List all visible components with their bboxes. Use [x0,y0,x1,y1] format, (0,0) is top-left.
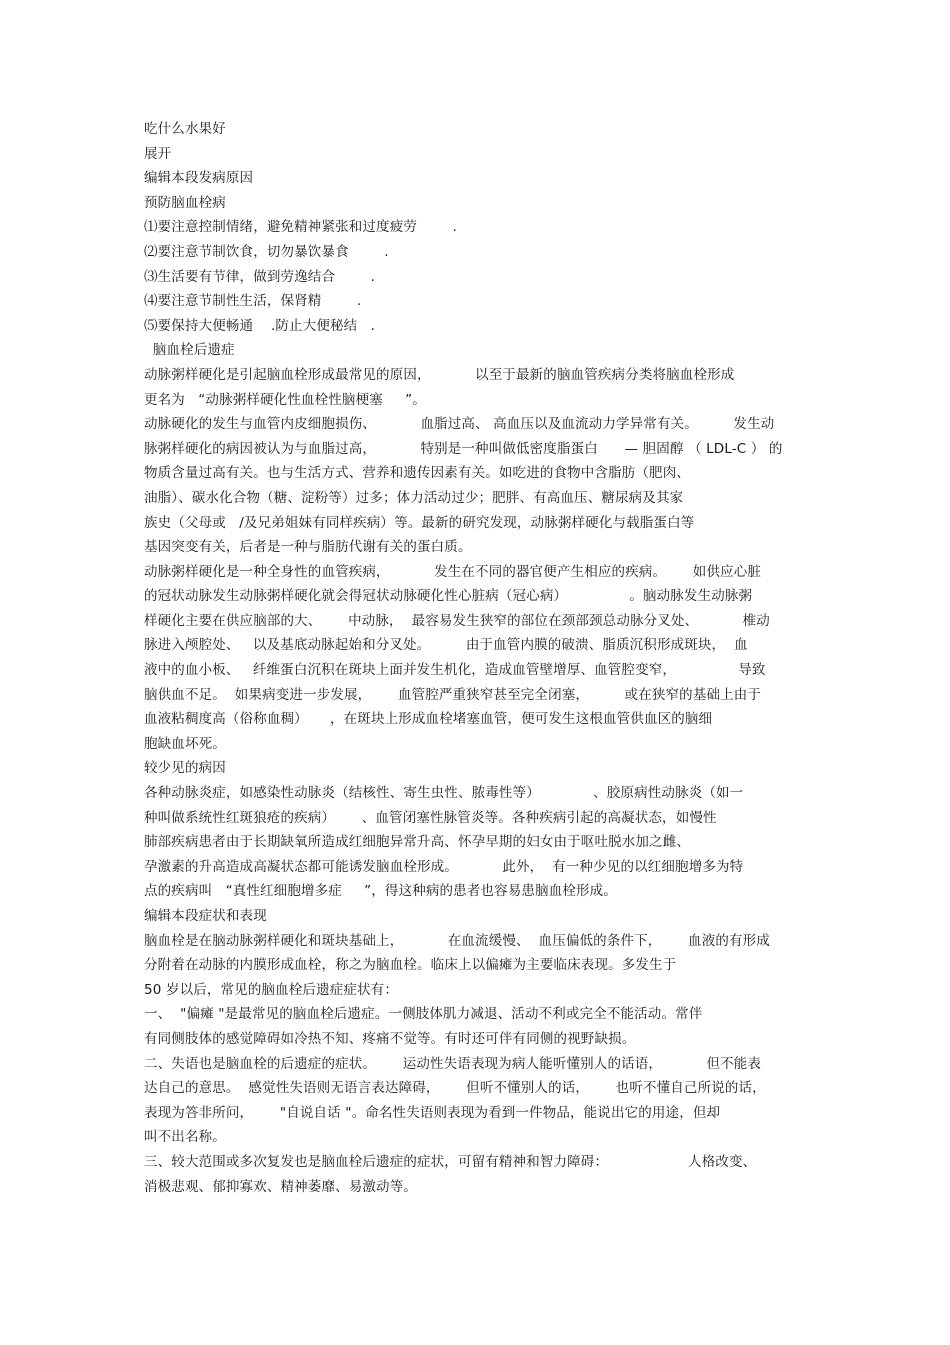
text-line: 油脂）、碳水化合物（糖、淀粉等）过多；体力活动过少；肥胖、有高血压、糖尿病及其家 [144,489,684,506]
text-line: 孕激素的升高造成高凝状态都可能诱发脑血栓形成。 此外， 有一种少见的以红细胞增多为特 [144,858,744,875]
expand-link[interactable]: 展开 [144,145,172,162]
text-line: 脉进入颅腔处、 以及基底动脉起始和分叉处。 由于血管内膜的破溃、脂质沉积形成斑块， 血 [144,637,748,654]
text-line: 样硬化主要在供应脑部的大、 中动脉， 最容易发生狭窄的部位在颈部颈总动脉分叉处、 椎动 [144,612,770,629]
text-line: 脑血栓是在脑动脉粥样硬化和斑块基础上， 在血流缓慢、 血压偏低的条件下， 血液的有形成 [144,932,770,949]
section-heading: 脑血栓后遗症 [144,342,235,359]
text-line: 动脉粥样硬化是一种全身性的血管疾病， 发生在不同的器官便产生相应的疾病。 如供应心脏 [144,563,762,580]
text-line: 族史（父母或 /及兄弟姐妹有同样疾病）等。最新的研究发现，动脉粥样硬化与载脂蛋白等 [144,514,695,531]
list-item: ⑷要注意节制性生活，保肾精 . [144,293,362,310]
document-body [144,117,824,1199]
text-line: 叫不出名称。 [144,1129,226,1146]
text-line: 达自己的意思。 感觉性失语则无语言表达障碍， 但听不懂别人的话， 也听不懂自己所说的话， [144,1080,766,1097]
list-item: ⑵要注意节制饮食，切勿暴饮暴食 . [144,243,389,260]
list-item: ⑴要注意控制情绪，避免精神紧张和过度疲劳 . [144,219,457,236]
text-line: 分附着在动脉的内膜形成血栓，称之为脑血栓。临床上以偏瘫为主要临床表现。多发生于 [144,957,677,974]
text-line: 基因突变有关，后者是一种与脂肪代谢有关的蛋白质。 [144,539,472,556]
list-item: ⑶生活要有节律，做到劳逸结合 . [144,268,376,285]
text-line: 三、较大范围或多次复发也是脑血栓后遗症的症状，可留有精神和智力障碍： 人格改变、 [144,1153,757,1170]
text-line: 的冠状动脉发生动脉粥样硬化就会得冠状动脉硬化性心脏病（冠心病） 。脑动脉发生动脉粥 [144,588,753,605]
text-line: 表现为答非所问， "自说自话 "。命名性失语则表现为看到一件物品，能说出它的用途，但却 [144,1104,721,1121]
text-line: 肺部疾病患者由于长期缺氧所造成红细胞异常升高、怀孕早期的妇女由于呕吐脱水加之雌、 [144,834,690,851]
text-line: 血液粘稠度高（俗称血稠） ，在斑块上形成血栓堵塞血管，便可发生这根血管供血区的脑细 [144,711,713,728]
section-heading: 预防脑血栓病 [144,194,226,211]
section-heading-edit-cause[interactable]: 编辑本段发病原因 [144,170,254,187]
text-line: 液中的血小板、 纤维蛋白沉积在斑块上面并发生机化，造成血管壁增厚、血管腔变窄， 导致 [144,662,766,679]
text-line: 动脉硬化的发生与血管内皮细胞损伤、 血脂过高、 高血压以及血流动力学异常有关。 发生动 [144,416,775,433]
list-item: ⑸要保持大便畅通 .防止大便秘结 . [144,317,376,334]
text-line: 50 岁以后，常见的脑血栓后遗症症状有： [144,981,398,998]
text-line: 脉粥样硬化的病因被认为与血脂过高， 特别是一种叫做低密度脂蛋白 — 胆固醇 （ LDL-C ） 的 [144,440,783,457]
text-line: 各种动脉炎症，如感染性动脉炎（结核性、寄生虫性、脓毒性等） 、胶原病性动脉炎（如一 [144,785,744,802]
text-line: 一、 "偏瘫 "是最常见的脑血栓后遗症。一侧肢体肌力减退、活动不利或完全不能活动。常伴 [144,1006,703,1023]
text-line: 吃什么水果好 [144,121,226,137]
text-line: 物质含量过高有关。也与生活方式、营养和遗传因素有关。如吃进的食物中含脂肪（肥肉、 [144,465,690,482]
text-line: 点的疾病叫 “真性红细胞增多症 ”，得这种病的患者也容易患脑血栓形成。 [144,883,617,900]
text-line: 胞缺血坏死。 [144,735,226,752]
section-heading: 较少见的病因 [144,760,226,777]
text-line: 更名为 “动脉粥样硬化性血栓性脑梗塞 ”。 [144,391,426,408]
text-line: 二、失语也是脑血栓的后遗症的症状。 运动性失语表现为病人能听懂别人的话语， 但不能表 [144,1055,762,1072]
text-line: 动脉粥样硬化是引起脑血栓形成最常见的原因， 以至于最新的脑血管疾病分类将脑血栓形成 [144,366,735,383]
text-line: 消极悲观、郁抑寡欢、精神萎靡、易激动等。 [144,1178,417,1195]
text-line: 种叫做系统性红斑狼疮的疾病） 、血管闭塞性脉管炎等。各种疾病引起的高凝状态，如慢性 [144,809,717,826]
section-heading-edit-symptoms[interactable]: 编辑本段症状和表现 [144,908,267,924]
text-line: 脑供血不足。 如果病变进一步发展， 血管腔严重狭窄甚至完全闭塞， 或在狭窄的基础上由于 [144,686,762,703]
text-line: 有同侧肢体的感觉障碍如冷热不知、疼痛不觉等。有时还可伴有同侧的视野缺损。 [144,1030,636,1047]
